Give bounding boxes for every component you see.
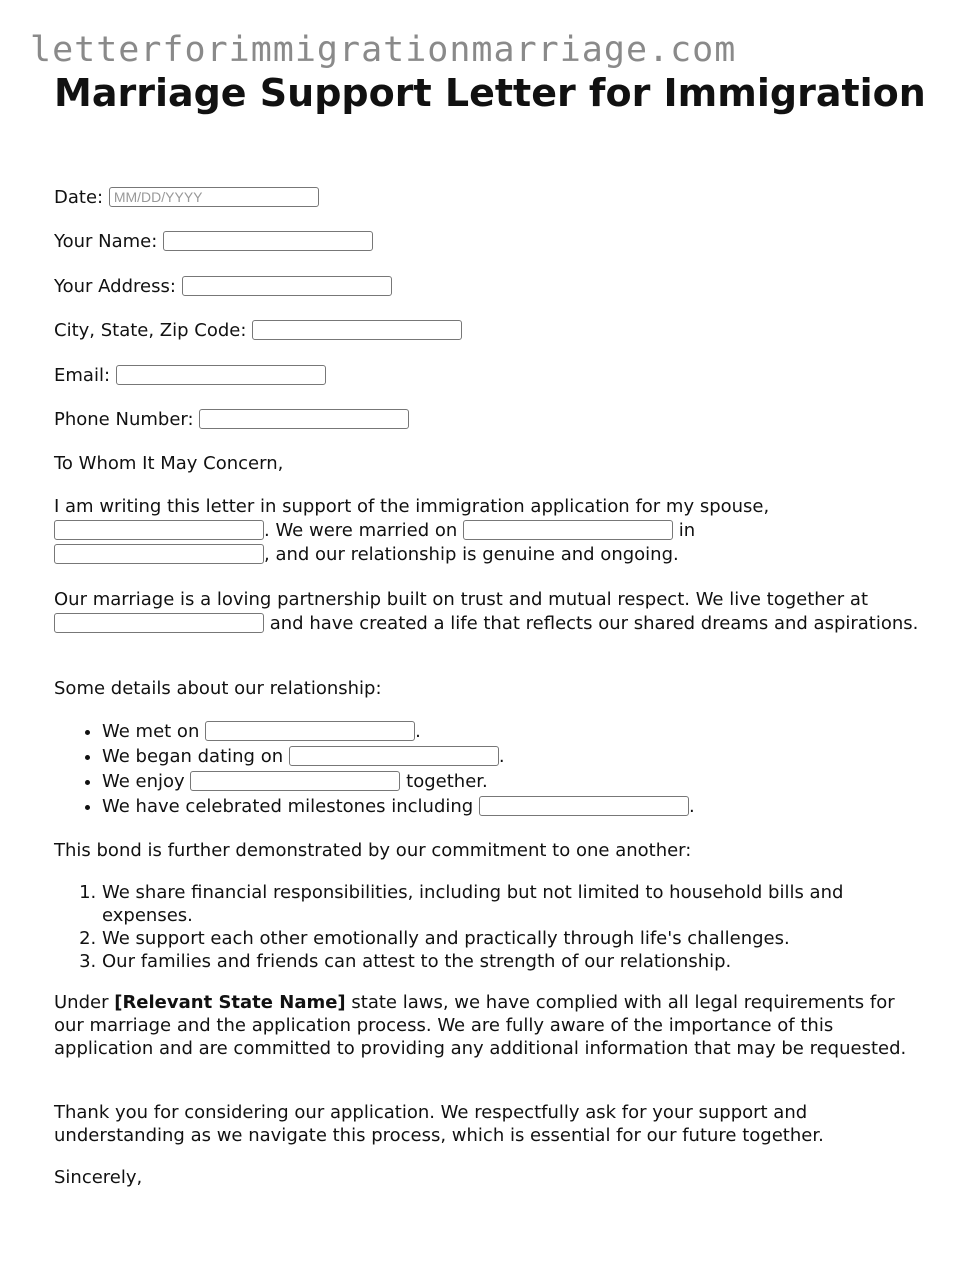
legal-paragraph <box>54 991 926 1060</box>
para2-text-b: and have created a life that reflects our shared dreams and aspirations. <box>269 613 919 634</box>
name-row <box>54 230 373 254</box>
thanks-paragraph: Thank you for considering our application. We respectfully ask for your support and understanding as we navigate this process, which is essential for our future together. <box>54 1102 824 1146</box>
closing: Sincerely, <box>54 1167 143 1188</box>
para1-text-d: , and our relationship is genuine and ongoing. <box>264 544 679 565</box>
list-item <box>102 719 926 744</box>
dating-text: We began dating on <box>102 746 284 767</box>
address-label: Your Address: <box>54 276 176 297</box>
met-period: . <box>415 721 421 742</box>
para1-text-a: I am writing this letter in support of the immigration application for my spouse, <box>54 496 770 517</box>
page-title: Marriage Support Letter for Immigration <box>54 71 926 115</box>
salutation: To Whom It May Concern, <box>54 453 284 474</box>
met-date-input[interactable] <box>205 721 415 741</box>
list-item <box>102 794 926 819</box>
marriage-date-input[interactable] <box>463 520 673 540</box>
details-list <box>54 719 926 819</box>
para1-text-c: in <box>678 520 696 541</box>
phone-input[interactable] <box>199 409 409 429</box>
support-paragraph <box>54 495 926 567</box>
para2-text-a: Our marriage is a loving partnership built on trust and mutual respect. We live together at <box>54 589 868 610</box>
para1-text-b: . We were married on <box>264 520 458 541</box>
enjoy-suffix: together. <box>406 771 488 792</box>
email-row <box>54 364 326 388</box>
milestones-period: . <box>688 796 695 817</box>
dating-period: . <box>498 746 505 767</box>
spouse-name-input[interactable] <box>54 520 264 540</box>
marriage-place-input[interactable] <box>54 544 264 564</box>
bond-intro: This bond is further demonstrated by our commitment to one another: <box>54 840 692 861</box>
milestones-input[interactable] <box>479 796 689 816</box>
name-label: Your Name: <box>54 231 158 252</box>
address-input[interactable] <box>182 276 392 296</box>
city-input[interactable] <box>252 320 462 340</box>
milestones-text: We have celebrated milestones including <box>102 796 474 817</box>
phone-label: Phone Number: <box>54 409 194 430</box>
partnership-paragraph <box>54 588 926 636</box>
city-label: City, State, Zip Code: <box>54 320 247 341</box>
site-watermark: letterforimmigrationmarriage.com <box>30 30 737 70</box>
list-item <box>102 769 926 794</box>
email-label: Email: <box>54 365 111 386</box>
legal-text-a: Under <box>54 992 109 1013</box>
activities-input[interactable] <box>190 771 400 791</box>
list-item: 2. We support each other emotionally and practically through life's challenges. <box>102 927 926 950</box>
letter-page <box>54 70 926 116</box>
legal-text-b: state laws, we have complied with all legal requirements for our marriage and the application process. We are fully aware of the importance of this application and are committed to providing any additional information that may be requested. <box>54 992 907 1059</box>
dating-date-input[interactable] <box>289 746 499 766</box>
email-input[interactable] <box>116 365 326 385</box>
enjoy-text: We enjoy <box>102 771 185 792</box>
list-item <box>102 744 926 769</box>
shared-address-input[interactable] <box>54 613 264 633</box>
name-input[interactable] <box>163 231 373 251</box>
date-row <box>54 186 319 210</box>
list-item: 1. We share financial responsibilities, including but not limited to household bills and expenses. <box>102 881 926 927</box>
list-item: 3. Our families and friends can attest to the strength of our relationship. <box>102 950 926 973</box>
phone-row <box>54 408 409 432</box>
details-intro: Some details about our relationship: <box>54 678 382 699</box>
bond-list <box>54 881 926 973</box>
met-text: We met on <box>102 721 200 742</box>
state-name-placeholder: [Relevant State Name] <box>114 992 346 1013</box>
date-label: Date: <box>54 187 104 208</box>
date-input[interactable]: MM/DD/YYYY <box>109 187 319 207</box>
address-row <box>54 275 392 299</box>
city-row <box>54 319 462 343</box>
